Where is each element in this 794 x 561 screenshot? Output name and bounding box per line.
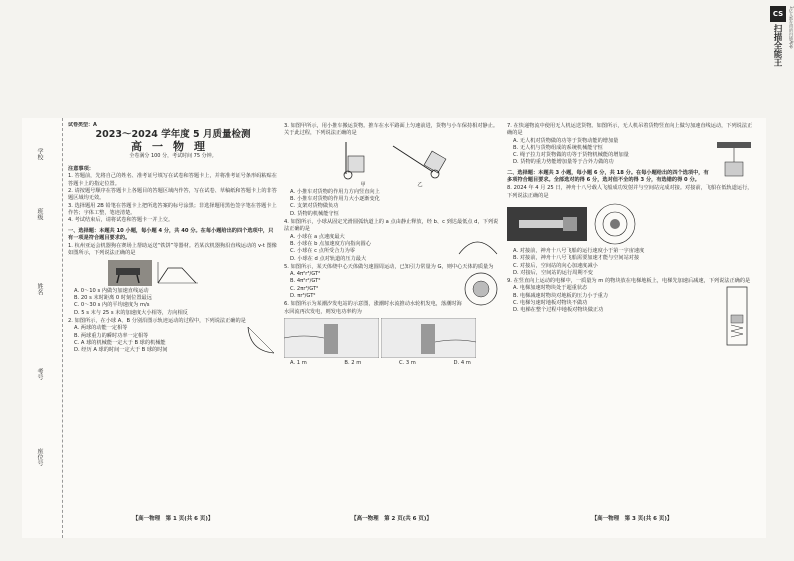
page-3-footer: 【高一物理 第 3 页(共 6 页)】 [591, 515, 673, 522]
page-2-footer: 【高一物理 第 2 页(共 6 页)】 [351, 515, 432, 522]
q1-option: C. 0～30 s 内的平均速度为 m/s [74, 302, 150, 309]
q7-drone-figure [711, 138, 757, 178]
note-item: 1. 答题前，先将自己的姓名、准考证号填写在试卷和答题卡上，并将准考证号条形码粘贴在答题卡上的指定位置。 [68, 173, 277, 187]
question-2: 2. 如图所示，在小球 A、B 分别沿图示轨迹运动的过程中，下列说法正确的是 [68, 317, 246, 324]
q2-option: C. A 球的机械能一定大于 B 球的机械能 [74, 339, 166, 346]
vt-graph [154, 260, 200, 286]
camscanner-logo: CS [770, 6, 786, 22]
exam-title: 2023～2024 学年度 5 月质量检测 [95, 129, 251, 141]
q3-figure-captions [284, 182, 499, 189]
exam-subject: 高一物理 [131, 139, 215, 153]
page-1-footer: 【高一物理 第 1 页(共 6 页)】 [132, 515, 214, 522]
q2-figure [244, 325, 278, 355]
question-8: 8. 2024 年 4 月 25 日，神舟十八号载人飞船成功发射并与空间站完成对接。对接前，飞船在低轨道运行，下列说法正确的是 [507, 185, 753, 199]
caption-yi: 乙 [417, 181, 423, 188]
tilted-truck-figure [387, 140, 457, 180]
q5-orbit-figure [463, 271, 499, 307]
note-item: 3. 选择题用 2B 铅笔在答题卡上把所选答案的标号涂黑；非选择题用黑色签字笔在答题卡上作答；字体工整，笔迹清楚。 [68, 202, 277, 216]
q5-option: D. πr³/GT² [290, 293, 316, 300]
q1-option: B. 20 s 末时距离 0 时刻位置最远 [74, 295, 152, 302]
binding-label-name: 姓名 [36, 283, 43, 295]
binding-margin [22, 118, 63, 538]
q4-option: B. 小球在 b 点加速度方向指向圆心 [290, 240, 371, 247]
q9-option: A. 电梯加速时物块处于超重状态 [513, 285, 588, 292]
binding-label-school: 学校 [36, 148, 43, 160]
paper-type-tag: 试卷类型：A [68, 122, 97, 128]
exam-meta: 全卷满分 100 分，考试时间 75 分钟。 [129, 152, 217, 159]
q4-option: A. 小球在 a 点速度最大 [290, 233, 345, 240]
page-2 [284, 122, 499, 527]
q9-elevator-figure [717, 285, 757, 349]
q5-option: A. 4π²r³/GT² [290, 271, 321, 278]
page-1 [68, 122, 278, 527]
question-3: 3. 如图甲所示，用小推车搬运货物。推车在水平路面上匀速前进，货物与小车保持相对静止。关于此过程，下列说法正确的是 [284, 123, 499, 137]
q6-figures [284, 318, 499, 358]
note-item: 2. 请按题号顺序在答题卡上各题目的答题区域内作答，写在试卷、草稿纸和答题卡上的非答题区域均无效。 [68, 188, 277, 202]
q5-option: B. 4π²r²/GT² [290, 278, 321, 285]
tidal-dam-figure-a [284, 318, 379, 358]
q4-arc-figure [457, 234, 499, 256]
q3-option: A. 小推车对货物的作用力方向竖直向上 [290, 188, 380, 195]
notes-heading: 注意事项： [68, 166, 94, 173]
q8-option: D. 对接后，空间站的运行周期不变 [513, 269, 593, 276]
q8-option: B. 对接前，神舟十八号飞船需要加速才能与空间站对接 [513, 255, 640, 262]
q2-option: B. 两球重力的瞬时功率一定相等 [74, 332, 149, 339]
page-3 [507, 122, 757, 527]
section-2-heading: 二、选择题：本题共 3 小题，每小题 6 分，共 18 分。在每小题给出的四个选项中，有多项符合题目要求。全部选对的得 6 分，选对但不全的得 3 分，有选错的得 0 分。 [507, 169, 709, 184]
q8-figures [507, 202, 757, 246]
question-7: 7. 在快递物流中使用无人机运送货物。如图所示，无人机吊着货物竖直向上做匀加速直线运动，下列说法正确的是 [507, 123, 753, 137]
q3-option: B. 小推车对货物的作用力大小逐渐变化 [290, 196, 380, 203]
q7-option: A. 无人机对货物做的功等于货物动能的增加量 [513, 137, 619, 144]
robot-dog-photo [108, 260, 152, 286]
q6-option: D. 4 m [453, 359, 471, 366]
binding-label-exam-id: 考号 [36, 368, 43, 380]
q2-option: D. 经历 A 球的时间一定大于 B 球的时间 [74, 347, 168, 354]
question-5: 5. 如图所示，某天体绕中心天体做匀速圆周运动，已知引力常量为 G，则中心天体的质量为 [284, 263, 494, 270]
q9-option: B. 电梯减速时物块对地板的压力小于重力 [513, 292, 609, 299]
q8-option: A. 对接前，神舟十八号飞船的运行速度小于第一宇宙速度 [513, 247, 645, 254]
q9-option: C. 电梯匀速时地板对物块不做功 [513, 300, 588, 307]
question-4: 4. 如图所示，小球从固定光滑圆弧轨道上的 a 点由静止释放，经 b、c 到达最低点 d，下列说法正确的是 [284, 219, 499, 233]
section-1-heading: 一、选择题：本题共 10 小题，每小题 4 分，共 40 分。在每小题给出的四个选项中，只有一项是符合题目要求的。 [68, 227, 274, 241]
q7-option: C. 绳子拉力对货物做的功等于货物机械能的增加量 [513, 152, 629, 159]
scanner-brand: 扫描全能王 [772, 24, 782, 67]
q5-option: C. 2πr³/GT² [290, 285, 319, 292]
q6-option: C. 3 m [398, 359, 416, 366]
question-1: 1. 杭州亚运会机器狗在赛场上帮助运送“铁饼”等器材。若某次机器狗沿直线运动的 v-t 图像如图所示，下列说法正确的是 [68, 243, 277, 257]
q2-option: A. 两球的动能一定相等 [74, 325, 128, 332]
binding-label-seat: 座位号 [36, 448, 43, 466]
q4-option: D. 小球在 d 点对轨道的压力最大 [290, 255, 367, 262]
spacecraft-photo [507, 207, 587, 241]
note-item: 4. 考试结束后，请将试卷和答题卡一并上交。 [68, 217, 174, 224]
q6-option: B. 2 m [344, 359, 362, 366]
q3-option: C. 支架对货物做负功 [290, 203, 339, 210]
scanner-tagline: 3亿人都在用的扫描App [789, 6, 794, 49]
q7-option: B. 无人机与货物组成的系统机械能守恒 [513, 144, 603, 151]
q9-option: D. 电梯在整个过程中地板对物块做正功 [513, 307, 604, 314]
q4-option: C. 小球在 c 点所受合力为零 [290, 248, 355, 255]
q1-option: D. 5 s 末与 25 s 末的加速度大小相等，方向相反 [74, 309, 188, 316]
q1-figures [108, 260, 278, 286]
binding-label-class: 班级 [36, 208, 43, 220]
q6-option: A. 1 m [290, 359, 307, 366]
hand-truck-figure [326, 140, 386, 180]
question-9: 9. 在竖直向上运动的电梯中，一质量为 m 的物块放在电梯地板上，电梯先加速后减速，下列说法正确的是 [507, 278, 751, 285]
orbit-diagram [589, 202, 641, 246]
q3-option: D. 货物的机械能守恒 [290, 210, 339, 217]
question-6: 6. 如图所示为某潮汐发电站的示意图，涨潮时水流推动水轮机发电，落潮时海水回流再次发电，则发电功率约为 [284, 301, 462, 315]
q7-option: D. 货物的重力势能增加量等于合外力做的功 [513, 159, 614, 166]
q1-option: A. 0～10 s 内做匀加速直线运动 [74, 287, 149, 294]
q8-option: C. 对接后，空间站的向心加速度减小 [513, 262, 598, 269]
scanner-watermark [766, 6, 790, 86]
exam-sheet [22, 118, 766, 538]
tidal-dam-figure-b [381, 318, 476, 358]
q3-figures [284, 140, 499, 180]
caption-jia: 甲 [360, 181, 366, 188]
q6-options [284, 360, 499, 367]
